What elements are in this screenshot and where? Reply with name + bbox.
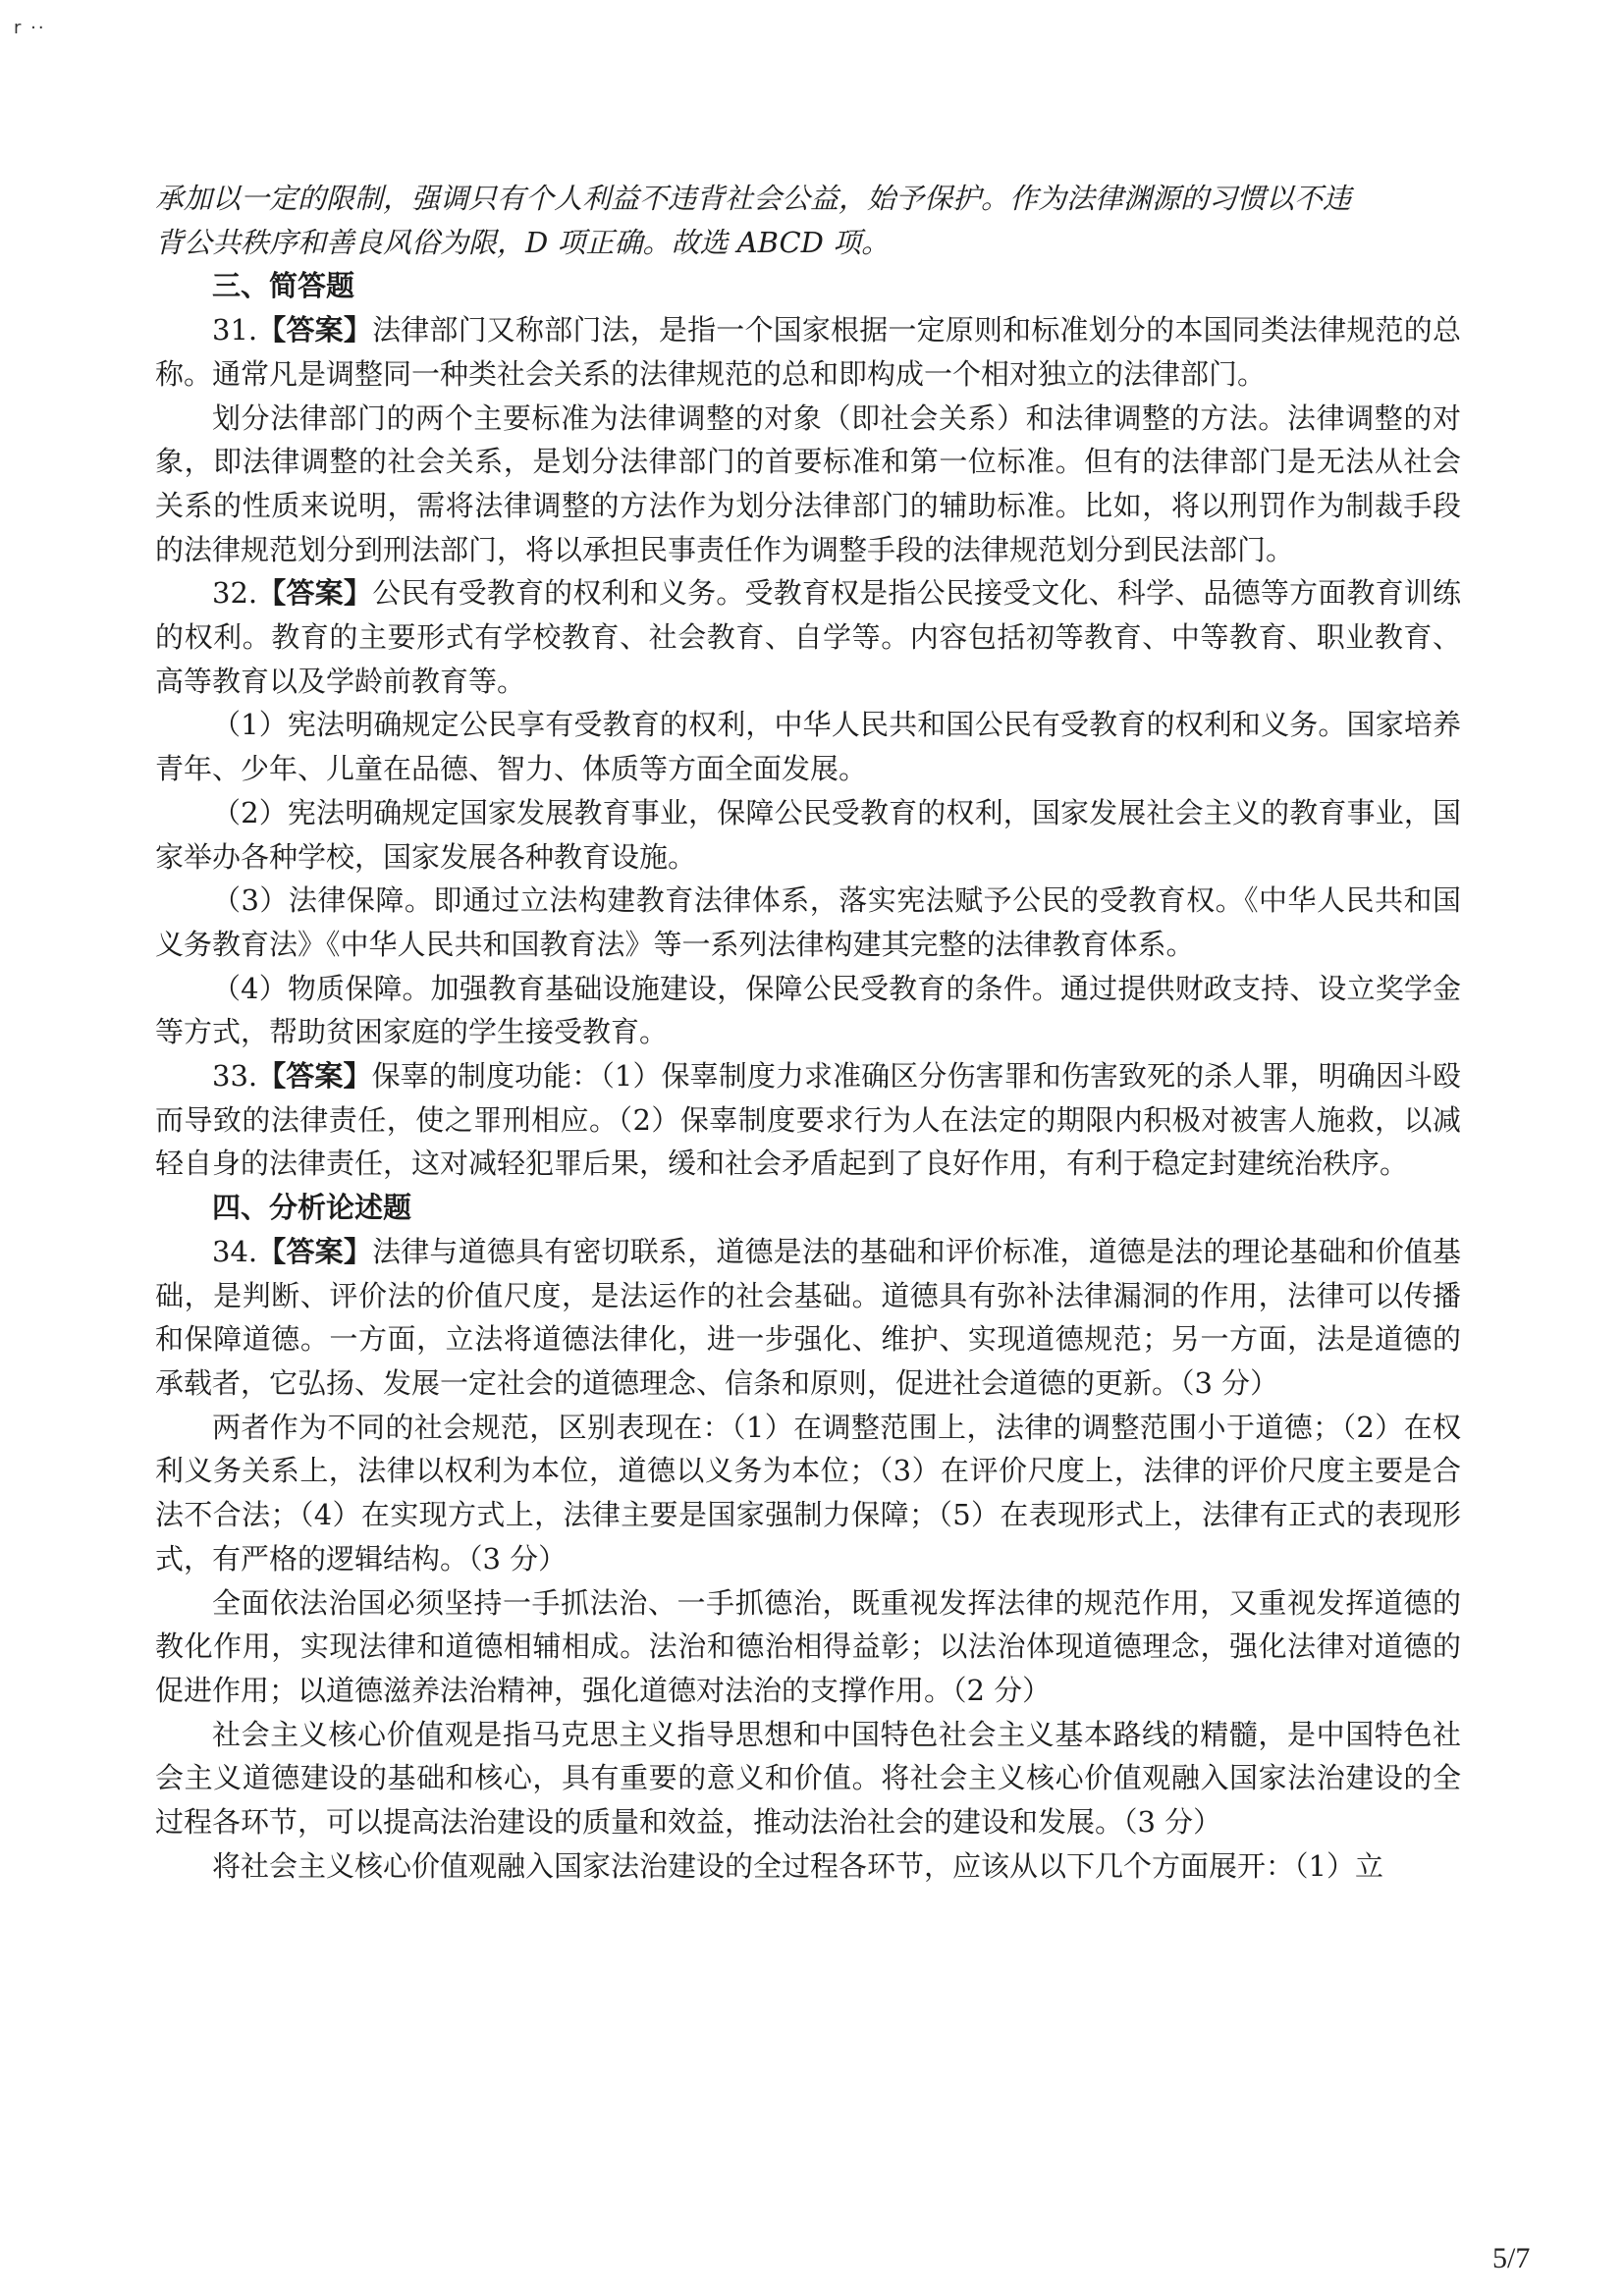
- q31-text-1: 法律部门又称部门法，是指一个国家根据一定原则和标准划分的本国同类法律规范的总称。通常凡是调整同一种类社会关系的法律规范的总和即构成一个相对独立的法律部门。: [155, 313, 1461, 391]
- q31-paragraph-1: [155, 308, 1461, 396]
- q32-answer-label: 【答案】: [257, 576, 373, 611]
- q34-paragraph-5: 将社会主义核心价值观融入国家法治建设的全过程各环节，应该从以下几个方面展开：（1）立: [212, 1848, 1383, 1883]
- q33-answer-label: 【答案】: [257, 1059, 372, 1094]
- scan-corner-mark: r ··: [14, 18, 46, 38]
- q32-number: 32.: [212, 576, 258, 611]
- document-page: [155, 177, 1461, 1888]
- q33-number: 33.: [212, 1059, 258, 1094]
- intro-line-2: 背公共秩序和善良风俗为限，D 项正确。故选 ABCD 项。: [155, 225, 891, 259]
- q32-paragraph-2: （1）宪法明确规定公民享有受教育的权利，中华人民共和国公民有受教育的权利和义务。国家培养青年、少年、儿童在品德、智力、体质等方面全面发展。: [155, 708, 1461, 786]
- q34-paragraph-3: 全面依法治国必须坚持一手抓法治、一手抓德治，既重视发挥法律的规范作用，又重视发挥道德的教化作用，实现法律和道德相辅相成。法治和德治相得益彰；以法治体现道德理念，强化法律对道德的促进作用；以道德滋养法治精神，强化道德对法治的支撑作用。（2 分）: [155, 1585, 1461, 1707]
- q34-number: 34.: [212, 1234, 258, 1268]
- q33-text-1: 保辜的制度功能：（1）保辜制度力求准确区分伤害罪和伤害致死的杀人罪，明确因斗殴而导致的法律责任，使之罪刑相应。（2）保辜制度要求行为人在法定的期限内积极对被害人施救，以减轻自身的法律责任，这对减轻犯罪后果，缓和社会矛盾起到了良好作用，有利于稳定封建统治秩序。: [155, 1059, 1461, 1181]
- q34-text-1: 法律与道德具有密切联系，道德是法的基础和评价标准，道德是法的理论基础和价值基础，是判断、评价法的价值尺度，是法运作的社会基础。道德具有弥补法律漏洞的作用，法律可以传播和保障道德。一方面，立法将道德法律化，进一步强化、维护、实现道德规范；另一方面，法是道德的承载者，它弘扬、发展一定社会的道德理念、信条和原则，促进社会道德的更新。（3 分）: [155, 1234, 1461, 1400]
- q34-answer-label: 【答案】: [257, 1234, 373, 1268]
- q34-paragraph-1: [155, 1230, 1461, 1406]
- q32-paragraph-5: （4）物质保障。加强教育基础设施建设，保障公民受教育的条件。通过提供财政支持、设立奖学金等方式，帮助贫困家庭的学生接受教育。: [155, 971, 1461, 1049]
- q31-number: 31.: [212, 313, 258, 347]
- q34-paragraph-4: 社会主义核心价值观是指马克思主义指导思想和中国特色社会主义基本路线的精髓，是中国特色社会主义道德建设的基础和核心，具有重要的意义和价值。将社会主义核心价值观融入国家法治建设的全过程各环节，可以提高法治建设的质量和效益，推动法治社会的建设和发展。（3 分）: [155, 1717, 1461, 1840]
- q32-paragraph-4: （3）法律保障。即通过立法构建教育法律体系，落实宪法赋予公民的受教育权。《中华人民共和国义务教育法》《中华人民共和国教育法》等一系列法律构建其完整的法律教育体系。: [155, 883, 1461, 961]
- section-4-heading: 四、分析论述题: [212, 1191, 412, 1225]
- q31-paragraph-2: 划分法律部门的两个主要标准为法律调整的对象（即社会关系）和法律调整的方法。法律调整的对象，即法律调整的社会关系，是划分法律部门的首要标准和第一位标准。但有的法律部门是无法从社会关系的性质来说明，需将法律调整的方法作为划分法律部门的辅助标准。比如，将以刑罚作为制裁手段的法律规范划分到刑法部门，将以承担民事责任作为调整手段的法律规范划分到民法部门。: [155, 400, 1461, 566]
- q31-answer-label: 【答案】: [257, 313, 373, 347]
- q33-paragraph-1: [155, 1054, 1461, 1186]
- section-3-heading: 三、简答题: [212, 269, 355, 303]
- intro-line-1: 承加以一定的限制，强调只有个人利益不违背社会公益，始予保护。作为法律渊源的习惯以不违: [155, 182, 1352, 215]
- q32-paragraph-1: [155, 571, 1461, 703]
- q32-paragraph-3: （2）宪法明确规定国家发展教育事业，保障公民受教育的权利，国家发展社会主义的教育事业，国家举办各种学校，国家发展各种教育设施。: [155, 795, 1461, 874]
- q32-text-1: 公民有受教育的权利和义务。受教育权是指公民接受文化、科学、品德等方面教育训练的权利。教育的主要形式有学校教育、社会教育、自学等。内容包括初等教育、中等教育、职业教育、高等教育以及学龄前教育等。: [155, 576, 1461, 698]
- q34-paragraph-2: 两者作为不同的社会规范，区别表现在：（1）在调整范围上，法律的调整范围小于道德；（2）在权利义务关系上，法律以权利为本位，道德以义务为本位；（3）在评价尺度上，法律的评价尺度主要是合法不合法；（4）在实现方式上，法律主要是国家强制力保障；（5）在表现形式上，法律有正式的表现形式，有严格的逻辑结构。（3 分）: [155, 1410, 1461, 1575]
- page-number: 5/7: [1492, 2242, 1531, 2274]
